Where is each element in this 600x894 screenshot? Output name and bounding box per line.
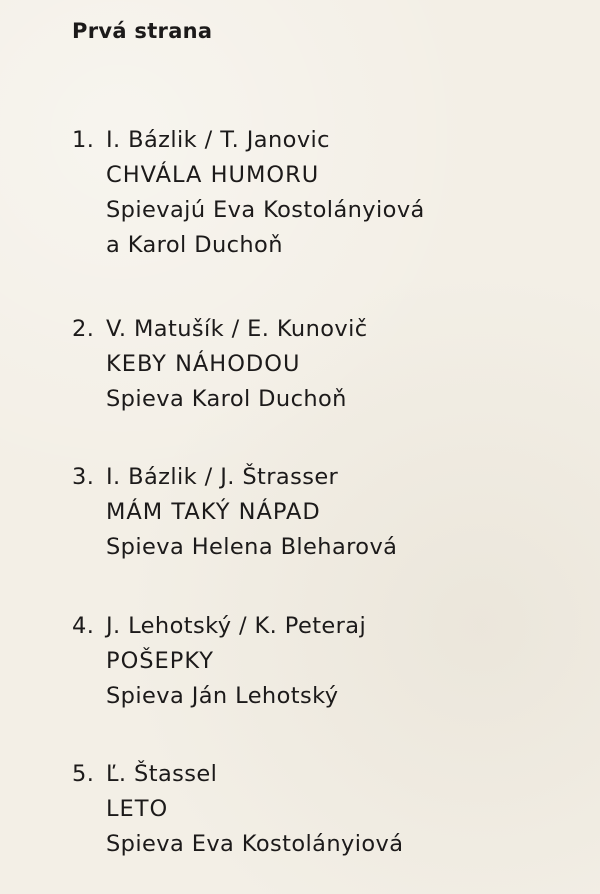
track-header <box>72 460 592 495</box>
track-header <box>72 123 592 158</box>
track-performers: Spieva Eva Kostolányiová <box>106 831 404 857</box>
track-title: CHVÁLA HUMORU <box>106 162 320 188</box>
track-header <box>72 757 592 792</box>
track-title: LETO <box>106 796 169 822</box>
track-item <box>72 460 592 565</box>
track-item <box>72 312 592 417</box>
track-performers: Spieva Karol Duchoň <box>106 386 347 412</box>
track-header <box>72 312 592 347</box>
track-title: POŠEPKY <box>106 648 215 674</box>
track-title: MÁM TAKÝ NÁPAD <box>106 499 321 525</box>
track-authors: I. Bázlik / T. Janovic <box>106 127 330 153</box>
track-number: 4. <box>72 613 95 639</box>
track-number: 5. <box>72 761 95 787</box>
track-performers: Spieva Ján Lehotský <box>106 683 339 709</box>
track-performers: Spievajú Eva Kostolányiová <box>106 197 425 223</box>
track-number: 1. <box>72 127 95 153</box>
track-authors: J. Lehotský / K. Peteraj <box>106 613 367 639</box>
track-number: 3. <box>72 464 95 490</box>
track-item <box>72 123 592 263</box>
track-title: KEBY NÁHODOU <box>106 351 301 377</box>
track-header <box>72 609 592 644</box>
track-authors: I. Bázlik / J. Štrasser <box>106 464 339 490</box>
track-authors: Ľ. Štassel <box>106 761 218 787</box>
track-number: 2. <box>72 316 95 342</box>
track-authors: V. Matušík / E. Kunovič <box>106 316 368 342</box>
track-performers: a Karol Duchoň <box>106 232 283 258</box>
track-item <box>72 609 592 714</box>
side-title: Prvá strana <box>72 19 213 43</box>
track-performers: Spieva Helena Bleharová <box>106 534 398 560</box>
track-item <box>72 757 592 862</box>
